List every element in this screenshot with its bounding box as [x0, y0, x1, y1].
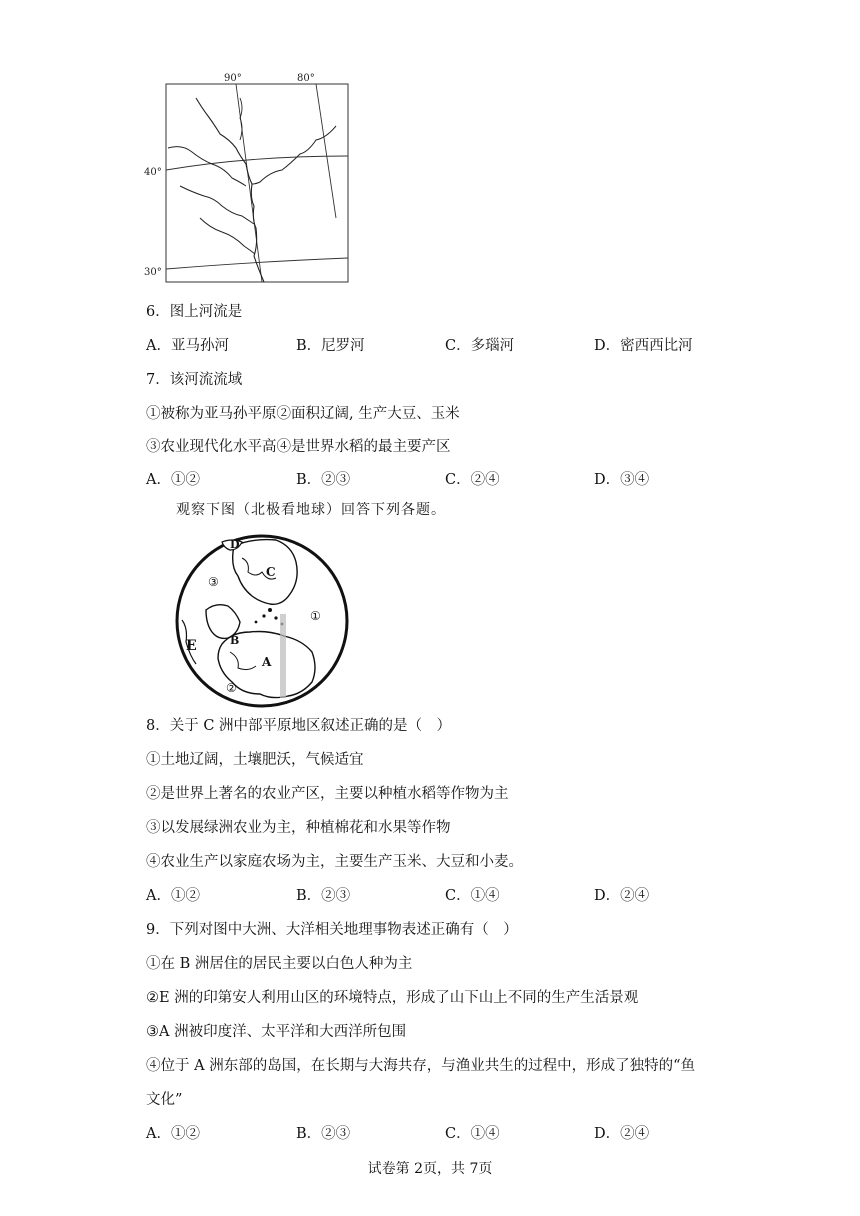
q6-option-d[interactable]: D．密西西比河 — [594, 338, 693, 354]
q9-option-b[interactable]: B．②③ — [296, 1126, 351, 1142]
label-a: A — [262, 655, 272, 669]
q9-option-a[interactable]: A．①② — [146, 1126, 200, 1142]
parallel-40 — [166, 156, 348, 170]
q9-statement-4-cont: 文化” — [146, 1092, 183, 1108]
q9-statement-4: ④位于 A 洲东部的岛国，在长期与大海共存，与渔业共生的过程中，形成了独特的“鱼 — [146, 1058, 696, 1074]
q8-option-b[interactable]: B．②③ — [296, 888, 351, 904]
main-river — [196, 98, 264, 282]
label-ocean-2: ② — [226, 681, 237, 695]
label-e: E — [186, 638, 197, 654]
q8-statement-4: ④农业生产以家庭农场为主，主要生产玉米、大豆和小麦。 — [146, 854, 523, 870]
lat-label-40: 40° — [144, 167, 162, 178]
tributary-west-3 — [200, 218, 255, 254]
label-d: D — [230, 538, 240, 551]
tributary-west-1 — [168, 147, 246, 186]
q7-option-c[interactable]: C．②④ — [445, 472, 500, 488]
q9-statement-2: ②E 洲的印第安人利用山区的环境特点，形成了山下山上不同的生产生活景观 — [146, 990, 639, 1006]
lon-label-90: 90° — [224, 73, 242, 84]
q6-option-c[interactable]: C．多瑙河 — [445, 338, 515, 354]
river-map — [140, 68, 350, 286]
q9-option-d[interactable]: D．②④ — [594, 1126, 650, 1142]
q9-option-c[interactable]: C．①④ — [445, 1126, 500, 1142]
label-ocean-3: ③ — [208, 575, 219, 589]
q8-option-a[interactable]: A．①② — [146, 888, 200, 904]
q9-statement-1: ①在 B 洲居住的居民主要以白色人种为主 — [146, 956, 413, 972]
polar-globe-map — [172, 532, 358, 710]
label-b: B — [230, 634, 240, 647]
q7-statement-2: ③农业现代化水平高④是世界水稻的最主要产区 — [146, 439, 451, 455]
q8-statement-3: ③以发展绿洲农业为主，种植棉花和水果等作物 — [146, 820, 451, 836]
q7-statement-1: ①被称为亚马孙平原②面积辽阔, 生产大豆、玉米 — [146, 406, 460, 422]
q7-option-d[interactable]: D．③④ — [594, 472, 650, 488]
label-c: C — [266, 565, 276, 579]
q6-option-a[interactable]: A．亚马孙河 — [146, 338, 229, 354]
q8-question: 8．关于 C 洲中部平原地区叙述正确的是（ ） — [146, 718, 452, 734]
tributary-west-2 — [180, 186, 254, 224]
q7-question: 7．该河流流域 — [146, 372, 243, 388]
label-ocean-1: ① — [310, 609, 321, 623]
lon-label-80: 80° — [297, 73, 315, 84]
page-footer: 试卷第 2页，共 7页 — [367, 1161, 493, 1177]
lat-label-30: 30° — [144, 267, 162, 278]
q7-option-b[interactable]: B．②③ — [296, 472, 351, 488]
meridian-80 — [316, 84, 336, 218]
q8-option-c[interactable]: C．①④ — [445, 888, 500, 904]
q8-statement-2: ②是世界上著名的农业产区，主要以种植水稻等作物为主 — [146, 786, 509, 802]
q8-option-d[interactable]: D．②④ — [594, 888, 650, 904]
section-intro: 观察下图（北极看地球）回答下列各题。 — [176, 502, 446, 518]
q8-statement-1: ①土地辽阔，土壤肥沃，气候适宜 — [146, 752, 364, 768]
shaded-strip — [280, 614, 286, 698]
q6-option-b[interactable]: B．尼罗河 — [296, 338, 365, 354]
q9-question: 9．下列对图中大洲、大洋相关地理事物表述正确有（ ） — [146, 922, 518, 938]
q7-option-a[interactable]: A．①② — [146, 472, 200, 488]
q9-statement-3: ③A 洲被印度洋、太平洋和大西洋所包围 — [146, 1024, 407, 1040]
q6-question: 6．图上河流是 — [146, 304, 243, 320]
